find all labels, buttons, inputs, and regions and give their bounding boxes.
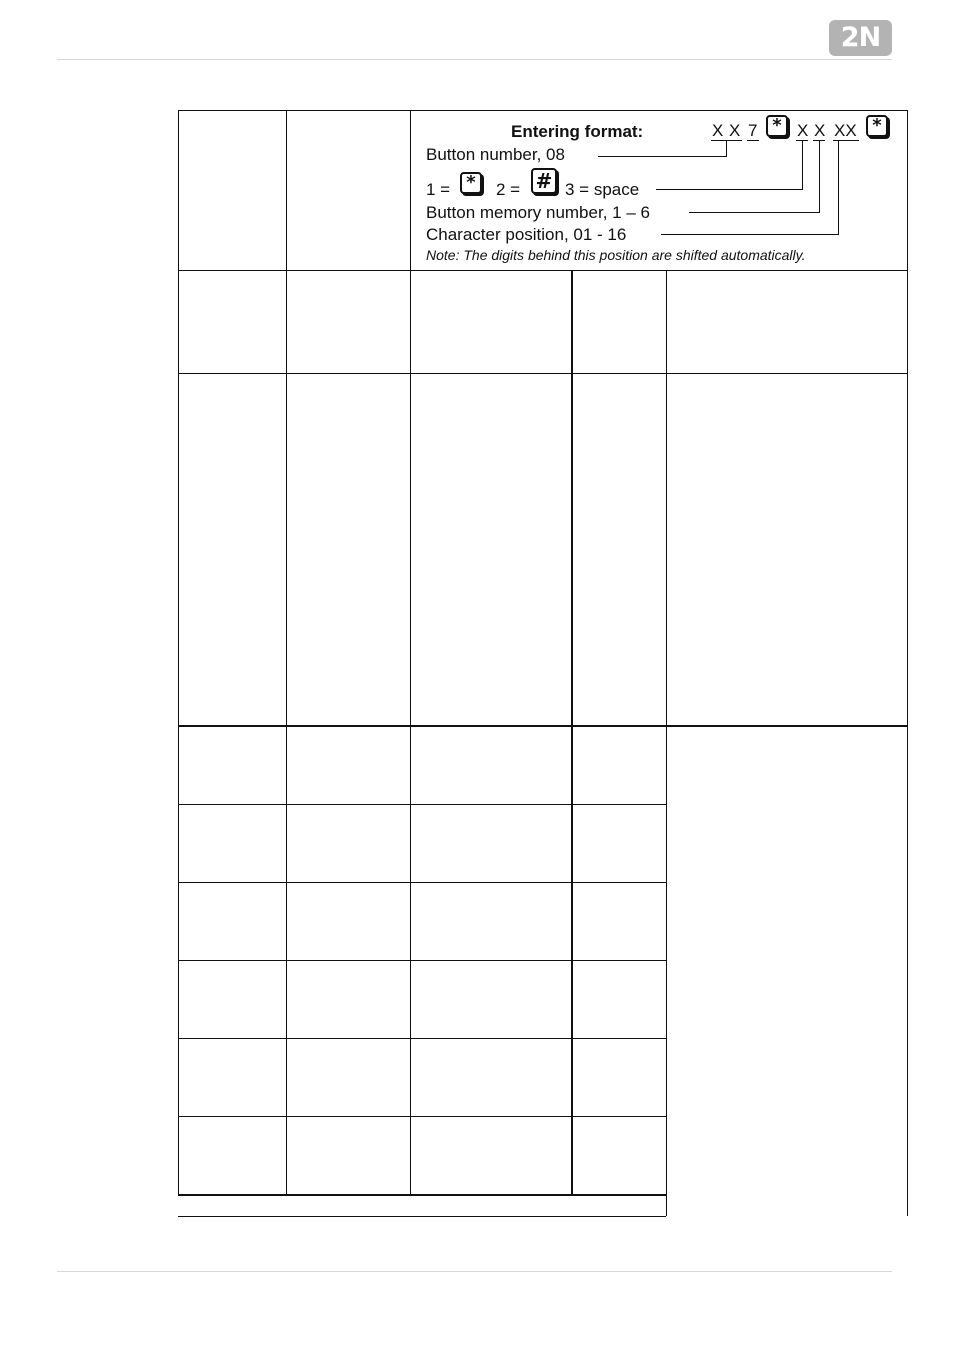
leader-line-memory-number: [689, 212, 819, 213]
leader-line-button-number: [598, 156, 726, 157]
table-column-divider: [666, 270, 667, 1216]
brand-logo: 2N: [829, 20, 892, 56]
format-line-space: 3 = space: [565, 180, 640, 199]
table-row-divider: [178, 1038, 666, 1039]
leader-line-char-position: [838, 141, 839, 235]
table-row-divider: [178, 1116, 666, 1117]
code-token-button-digit-2: X: [729, 121, 741, 140]
entering-format-title: Entering format:: [511, 122, 644, 141]
format-line-memory-number: Button memory number, 1 – 6: [426, 203, 650, 222]
format-line-button-number: Button number, 08: [426, 145, 565, 164]
hash-key-icon: #: [531, 168, 557, 194]
code-token-char-position: XX: [834, 121, 857, 140]
star-key-icon: *: [866, 115, 888, 137]
code-token-memory-number: X: [814, 121, 826, 140]
format-note: Note: The digits behind this position are shifted automatically.: [426, 247, 806, 263]
table-row-divider: [178, 882, 666, 883]
header-divider: [57, 59, 892, 60]
table-border-bottom: [178, 1216, 666, 1217]
table-row-divider: [178, 960, 666, 961]
table-row-divider: [178, 804, 666, 805]
table-border-top: [178, 110, 908, 111]
leader-line-button-number: [726, 141, 727, 157]
leader-line-char-position: [661, 234, 838, 235]
table-column-divider: [410, 110, 411, 1195]
star-key-icon: *: [460, 172, 482, 194]
leader-line-key-type: [802, 141, 803, 190]
leader-line-key-type: [656, 189, 802, 190]
leader-line-memory-number: [819, 141, 820, 213]
code-token-key-type: X: [797, 121, 809, 140]
format-line-char-position: Character position, 01 - 16: [426, 225, 627, 244]
table-column-divider: [286, 110, 287, 1195]
code-token-function-7: 7: [748, 121, 758, 140]
format-line-key-prefix-1: 1 =: [426, 180, 451, 199]
table-row-divider: [178, 1194, 666, 1196]
footer-divider: [57, 1271, 892, 1272]
star-key-icon: *: [766, 115, 788, 137]
format-line-key-prefix-2: 2 =: [496, 180, 521, 199]
table-border-left: [178, 110, 179, 1195]
table-row-divider: [178, 725, 908, 727]
code-underline: [833, 140, 859, 141]
table-column-divider: [571, 270, 573, 1195]
table-row-divider: [178, 373, 908, 374]
code-underline: [747, 140, 759, 141]
table-border-right: [907, 110, 908, 1216]
table-row-divider: [178, 270, 908, 271]
code-token-button-digit-1: X: [712, 121, 724, 140]
